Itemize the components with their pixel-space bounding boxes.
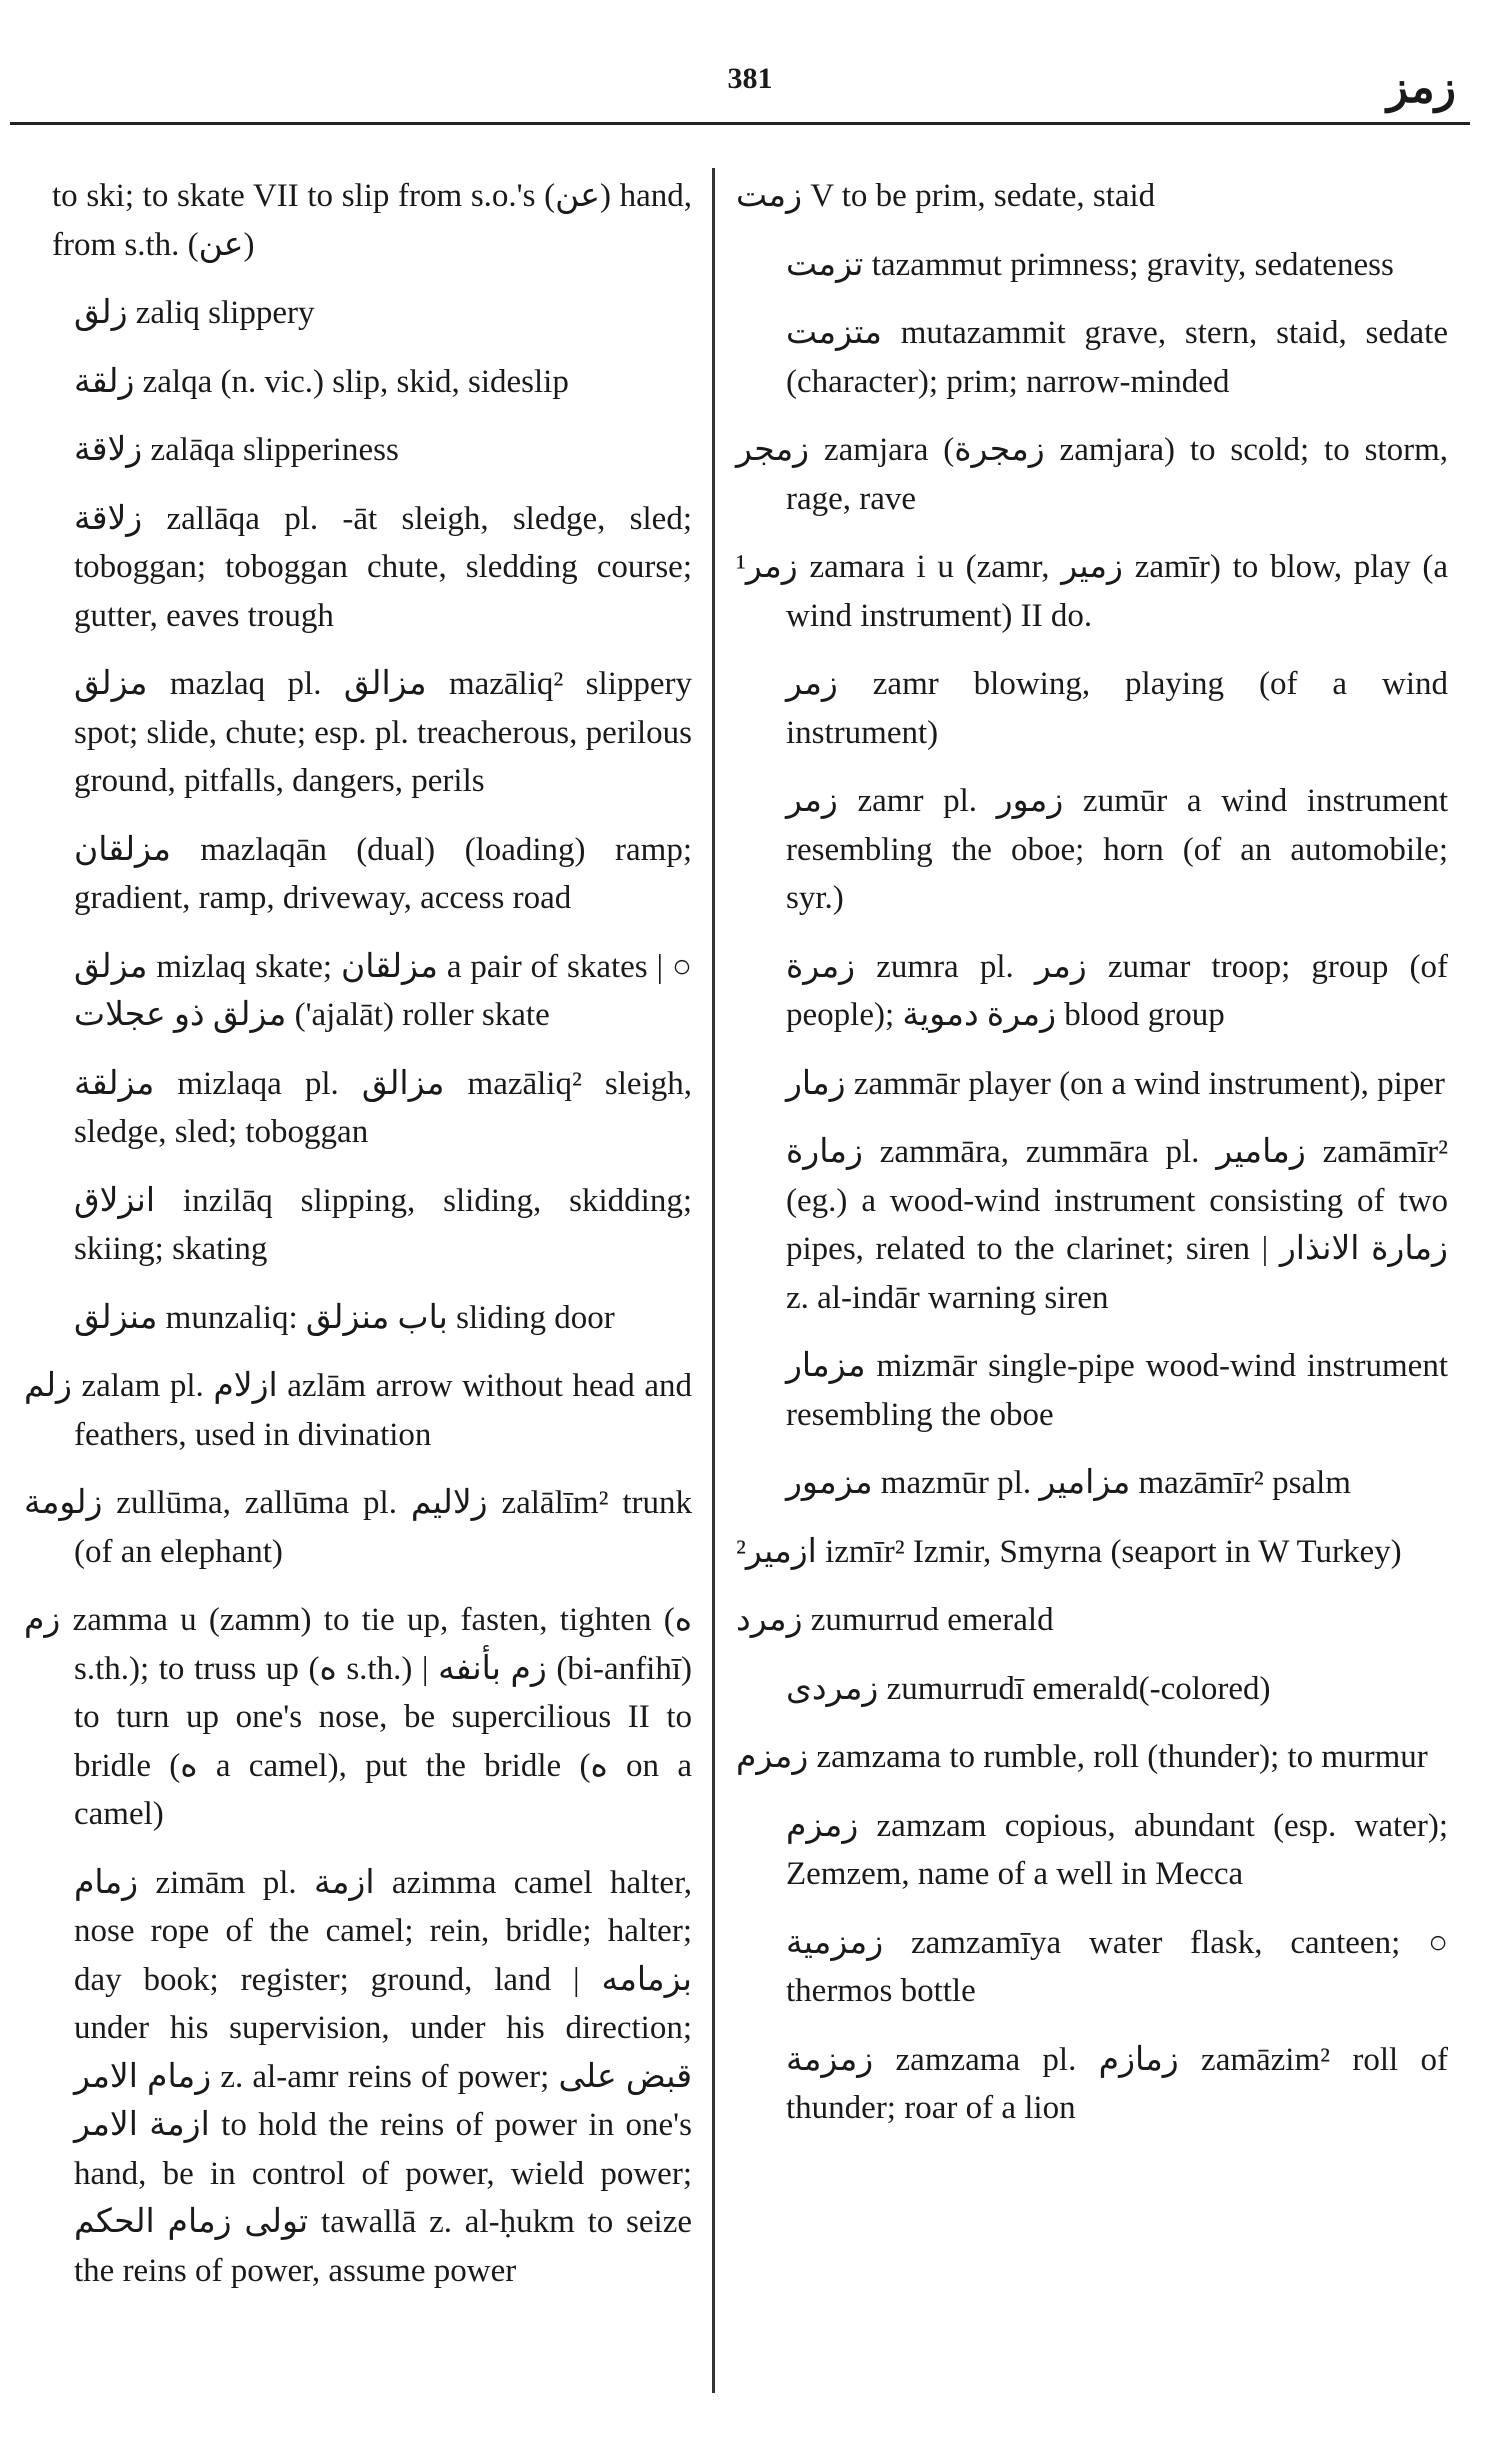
entry: زمردى zumurrudī emerald(-colored)	[786, 1670, 1271, 1707]
entry: زلقة zalqa (n. vic.) slip, skid, sideslip	[74, 363, 569, 400]
entry: زمرد zumurrud emerald	[736, 1602, 1054, 1638]
entry: زمزمة zamzama pl. زمازم zamāzim² roll of thunder; roar of a lion	[786, 2041, 1448, 2126]
entry: ¹زمر zamara i u (zamr, زمير zamīr) to blow, play (a wind instrument) II do.	[736, 549, 1448, 634]
entry: زلومة zullūma, zallūma pl. زلاليم zalālīm² trunk (of an elephant)	[24, 1485, 692, 1570]
entry: زمرة zumra pl. زمر zumar troop; group (of people); زمرة دموية blood group	[786, 948, 1448, 1033]
entry: ²ازمير izmīr² Izmir, Smyrna (seaport in W Turkey)	[736, 1533, 1402, 1570]
entry: زمام zimām pl. ازمة azimma camel halter, nose rope of the camel; rein, bridle; halter; day book; register; ground, land | بزمامه under his supervision, under his direction; زمام الامر z. al-amr reins of power; قبض على ازمة الامر to hold the reins of power in one's hand, be in control of power, wield power; تولى زمام الحكم tawallā z. al-ḥukm to seize the reins of power, assume power	[74, 1864, 692, 2289]
entry: زمجر zamjara (زمجرة zamjara) to scold; to storm, rage, rave	[736, 432, 1448, 517]
header-word: زمز	[1386, 63, 1456, 112]
page-number: 381	[727, 62, 773, 95]
header-rule	[10, 122, 1470, 125]
entry: مزلق mazlaq pl. مزالق mazāliq² slippery spot; slide, chute; esp. pl. treacherous, perilous ground, pitfalls, dangers, perils	[74, 666, 692, 799]
column-divider	[712, 168, 715, 2393]
entry: زلاقة zallāqa pl. -āt sleigh, sledge, sled; toboggan; toboggan chute, sledding course; gutter, eaves trough	[74, 500, 692, 634]
entry: تزمت tazammut primness; gravity, sedateness	[786, 246, 1394, 283]
entry: مزلق mizlaq skate; مزلقان a pair of skates | ○ مزلق ذو عجلات ('ajalāt) roller skate	[74, 948, 692, 1033]
entry: زلق zaliq slippery	[74, 295, 315, 331]
entry: زمزمية zamzamīya water flask, canteen; ○ thermos bottle	[786, 1924, 1448, 2009]
entry: انزلاق inzilāq slipping, sliding, skidding; skiing; skating	[74, 1182, 692, 1267]
entry: مزلقة mizlaqa pl. مزالق mazāliq² sleigh, sledge, sled; toboggan	[74, 1065, 692, 1150]
entry: مزمار mizmār single-pipe wood-wind instrument resembling the oboe	[786, 1348, 1448, 1433]
entry: زمار zammār player (on a wind instrument), piper	[786, 1065, 1445, 1102]
entry: زمارة zammāra, zummāra pl. زمامير zamāmīr² (eg.) a wood-wind instrument consisting of two pipes, related to the clarinet; siren | زمارة الانذار z. al-indār warning siren	[786, 1134, 1448, 1316]
entry: منزلق munzaliq: باب منزلق sliding door	[74, 1299, 615, 1336]
entry: زم zamma u (zamm) to tie up, fasten, tighten (ه s.th.); to truss up (ه s.th.) | زم بأنفه (bi-anfihī) to turn up one's nose, be supercilious II to bridle (ه a camel), put the bridle (ه on a camel)	[24, 1602, 693, 1832]
entry: زلم zalam pl. ازلام azlām arrow without head and feathers, used in divination	[24, 1368, 692, 1453]
entry: زلاقة zalāqa slipperiness	[74, 432, 399, 468]
entry: مزلقان mazlaqān (dual) (loading) ramp; gradient, ramp, driveway, access road	[74, 831, 692, 916]
entry: زمزم zamzam copious, abundant (esp. water); Zemzem, name of a well in Mecca	[786, 1807, 1448, 1892]
entry: زمت V to be prim, sedate, staid	[736, 178, 1156, 214]
entry: زمزم zamzama to rumble, roll (thunder); to murmur	[736, 1739, 1428, 1775]
entry: زمر zamr blowing, playing (of a wind instrument)	[786, 666, 1448, 751]
entry: to ski; to skate VII to slip from s.o.'s (عن) hand, from s.th. (عن)	[52, 178, 693, 263]
left-column	[24, 172, 692, 2315]
right-column	[736, 172, 1448, 2153]
entry: زمر zamr pl. زمور zumūr a wind instrument resembling the oboe; horn (of an automobile; syr.)	[786, 783, 1449, 916]
entry: مزمور mazmūr pl. مزامير mazāmīr² psalm	[786, 1465, 1351, 1501]
entry: متزمت mutazammit grave, stern, staid, sedate (character); prim; narrow-minded	[786, 315, 1448, 400]
